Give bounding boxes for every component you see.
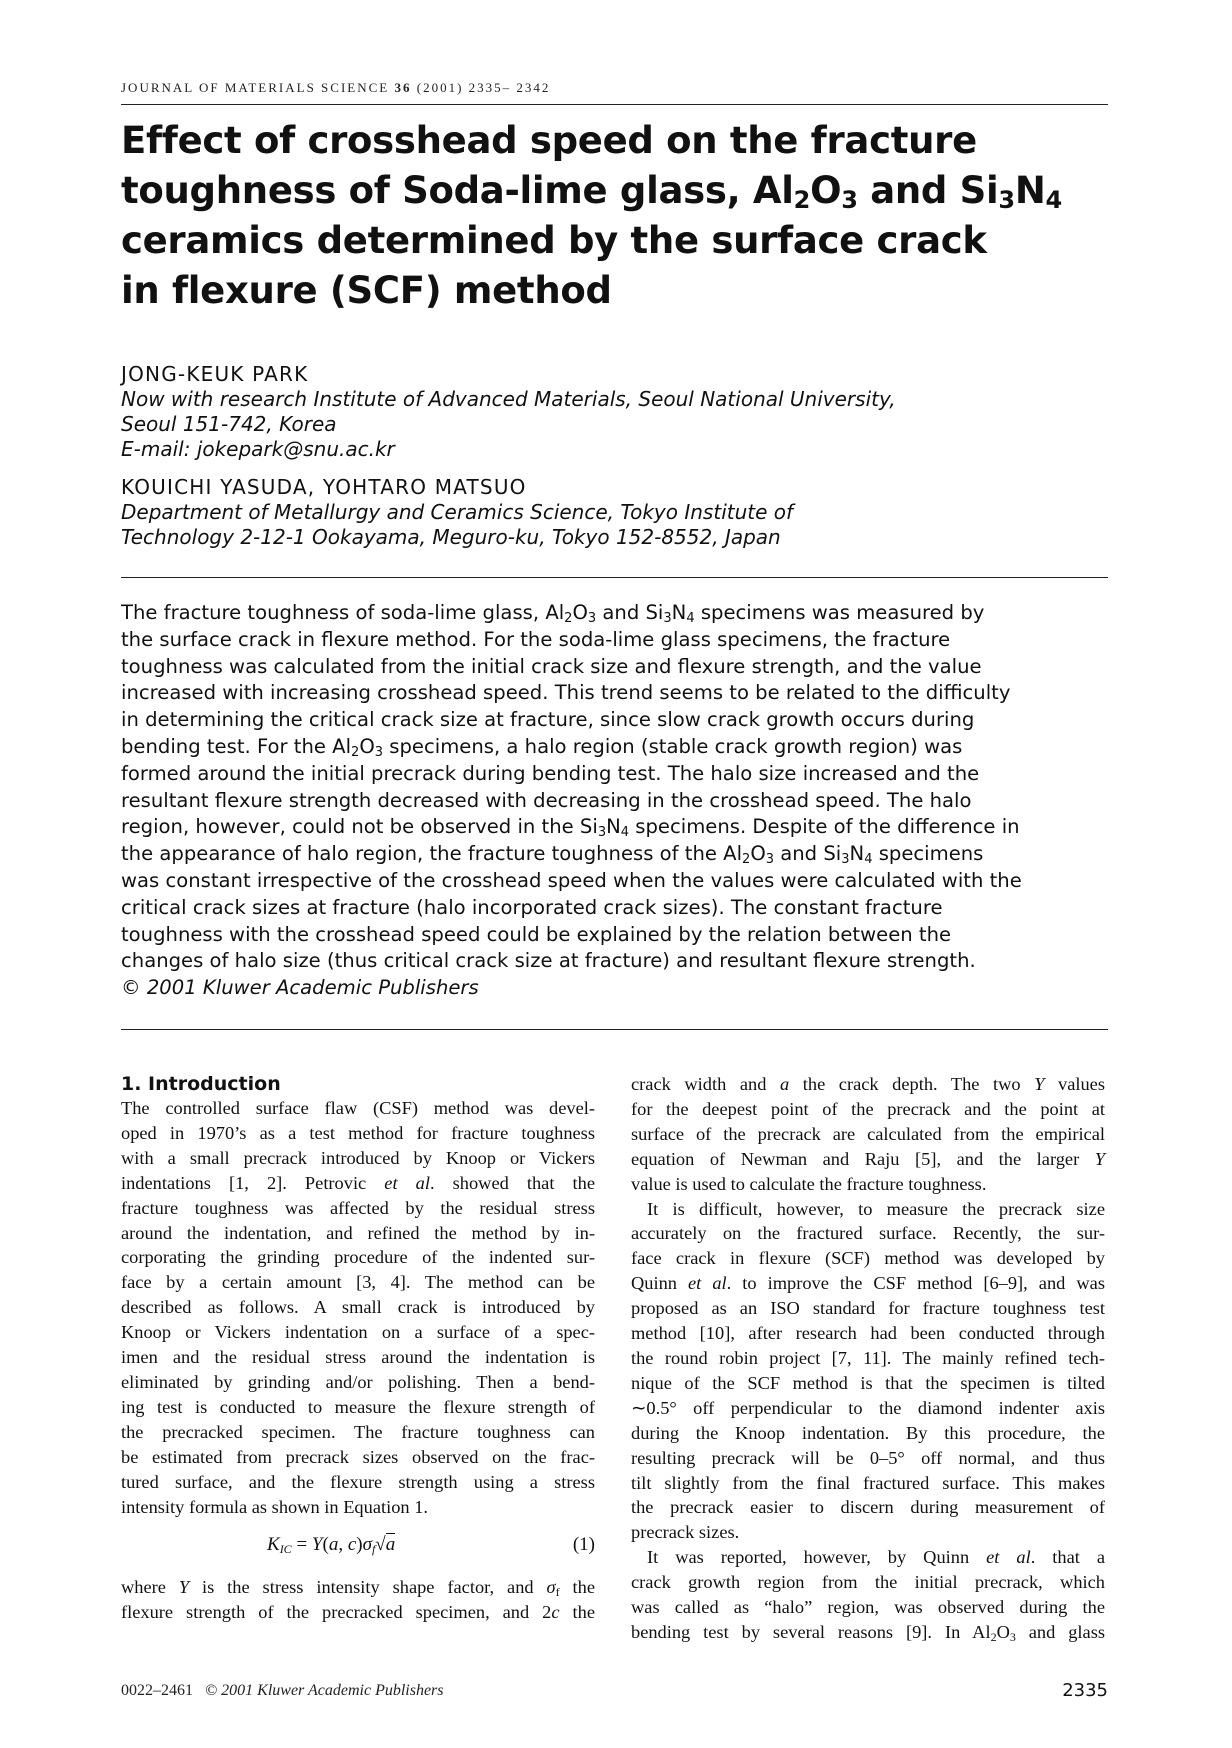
page-number: 2335 <box>1062 1680 1108 1701</box>
author-affiliation-line: Technology 2-12-1 Ookayama, Meguro-ku, Tokyo 152-8552, Japan <box>121 525 781 549</box>
body-text-line: crack growth region from the initial precrack, which <box>631 1572 1105 1593</box>
journal-header <box>121 80 550 96</box>
abstract-line: formed around the initial precrack during bending test. The halo size increased and the <box>121 761 980 785</box>
body-text-line: tilt slightly from the final fractured surface. This makes <box>631 1472 1105 1493</box>
body-text-line: resulting precrack will be 0–5° off normal, and thus <box>631 1447 1105 1468</box>
body-text-line: during the Knoop indentation. By this procedure, the <box>631 1422 1105 1443</box>
title-line: in flexure (SCF) method <box>121 269 612 312</box>
body-text-line: imen and the residual stress around the indentation is <box>121 1347 595 1368</box>
section-heading: 1. Introduction <box>121 1073 281 1095</box>
body-text-line: crack width and a the crack depth. The two Y values <box>631 1074 1105 1094</box>
body-text-line: for the deepest point of the precrack and the point at <box>631 1098 1105 1119</box>
journal-name: JOURNAL OF MATERIALS SCIENCE <box>121 80 395 95</box>
body-text-line: around the indentation, and refined the method by in- <box>121 1222 595 1243</box>
body-text-line: intensity formula as shown in Equation 1. <box>121 1496 428 1517</box>
body-text-line: value is used to calculate the fracture toughness. <box>631 1173 987 1194</box>
equation-number: (1) <box>572 1534 595 1556</box>
body-text-line: It is difficult, however, to measure the precrack size <box>647 1198 1105 1219</box>
body-text-line: surface of the precrack are calculated from the empirical <box>631 1123 1105 1144</box>
footer-copyright: © 2001 Kluwer Academic Publishers <box>205 1682 444 1699</box>
abstract-copyright: © 2001 Kluwer Academic Publishers <box>121 976 479 1000</box>
body-text-line: where Y is the stress intensity shape factor, and $\sigma_f$ the <box>121 1577 595 1600</box>
left-column <box>121 1072 595 1625</box>
paper-title <box>121 116 1111 316</box>
left-column-text-continued <box>121 1575 595 1625</box>
body-text-line: It was reported, however, by Quinn et al. that a <box>647 1547 1105 1568</box>
author-block-1 <box>121 361 896 462</box>
body-text-line: accurately on the fractured surface. Recently, the sur- <box>631 1223 1105 1244</box>
equation-1 <box>121 1525 595 1569</box>
abstract-top-rule <box>121 577 1108 578</box>
body-text-line: face by a certain amount [3, 4]. The method can be <box>121 1272 595 1293</box>
abstract-line: increased with increasing crosshead speed. This trend seems to be related to the difficulty <box>121 681 1011 705</box>
body-text-line: the round robin project [7, 11]. The mainly refined tech- <box>631 1347 1105 1368</box>
body-text-line: the precracked specimen. The fracture toughness can <box>121 1421 595 1442</box>
body-text-line: with a small precrack introduced by Knoop or Vickers <box>121 1147 595 1168</box>
body-text-line: oped in 1970’s as a test method for fracture toughness <box>121 1122 595 1143</box>
body-text-line: the precrack easier to discern during measurement of <box>631 1497 1105 1518</box>
abstract-line: toughness was calculated from the initial crack size and flexure strength, and the value <box>121 654 982 678</box>
body-text-line: indentations [1, 2]. Petrovic et al. showed that the <box>121 1172 595 1193</box>
right-column-text <box>631 1072 1105 1645</box>
right-column <box>631 1072 1105 1645</box>
author-affiliation-line: Now with research Institute of Advanced Materials, Seoul National University, <box>121 387 896 411</box>
abstract-line: critical crack sizes at fracture (halo incorporated crack sizes). The constant fracture <box>121 895 943 919</box>
body-text-line: Knoop or Vickers indentation on a surface of a spec- <box>121 1322 595 1343</box>
journal-issue-pages: (2001) 2335– 2342 <box>411 80 551 95</box>
author-name: KOUICHI YASUDA, YOHTARO MATSUO <box>121 475 527 499</box>
author-email: E-mail: jokepark@snu.ac.kr <box>121 437 395 461</box>
body-text-line: The controlled surface flaw (CSF) method was devel- <box>121 1098 595 1118</box>
title-line: Effect of crosshead speed on the fracture <box>121 119 977 162</box>
body-text-line: bending test by several reasons [9]. In $Al_2O_3$ and glass <box>631 1621 1106 1644</box>
body-text-line: method [10], after research had been conducted through <box>631 1323 1105 1344</box>
body-text-line: corporating the grinding procedure of the indented sur- <box>121 1247 595 1268</box>
title-line: ceramics determined by the surface crack <box>121 219 987 262</box>
footer-issn <box>121 1682 444 1700</box>
author-block-2 <box>121 474 793 550</box>
author-affiliation-line: Seoul 151-742, Korea <box>121 412 337 436</box>
abstract-line: changes of halo size (thus critical crack size at fracture) and resultant flexure strength. <box>121 949 976 973</box>
author-name: JONG-KEUK PARK <box>121 362 309 386</box>
equation-body: $K_{IC} = Y(a$, $c)\sigma_f√a$ <box>267 1534 396 1557</box>
abstract-line: bending test. For the $Al_2O_3$ specimens, a halo region (stable crack growth region) was <box>121 734 963 760</box>
abstract-line: region, however, could not be observed in the $Si_3N_4$ specimens. Despite of the difference in <box>121 815 1020 841</box>
abstract-bottom-rule <box>121 1029 1108 1030</box>
author-affiliation-line: Department of Metallurgy and Ceramics Science, Tokyo Institute of <box>121 500 794 524</box>
body-text-line: ∼0.5° off perpendicular to the diamond indenter axis <box>631 1397 1105 1418</box>
abstract-line: resultant flexure strength decreased with decreasing in the crosshead speed. The halo <box>121 788 972 812</box>
body-text-line: proposed as an ISO standard for fracture toughness test <box>631 1298 1105 1319</box>
body-text-line: eliminated by grinding and/or polishing. Then a bend- <box>121 1371 595 1392</box>
body-text-line: tured surface, and the flexure strength using a stress <box>121 1471 595 1492</box>
abstract-line: in determining the critical crack size at fracture, since slow crack growth occurs during <box>121 708 975 732</box>
title-line: toughness of Soda-lime glass, $Al_2O_3$ and $Si_3N_4$ <box>121 169 1062 214</box>
body-text-line: was called as “halo” region, was observed during the <box>631 1597 1105 1618</box>
body-text-line: face crack in flexure (SCF) method was developed by <box>631 1248 1105 1269</box>
abstract-line: the appearance of halo region, the fracture toughness of the $Al_2O_3$ and $Si_3N_4$ specimens <box>121 842 984 868</box>
body-text-line: equation of Newman and Raju [5], and the larger Y <box>631 1148 1105 1169</box>
header-rule <box>121 104 1108 105</box>
body-text-line: be estimated from precrack sizes observed on the frac- <box>121 1446 595 1467</box>
issn: 0022–2461 <box>121 1682 193 1699</box>
body-text-line: described as follows. A small crack is introduced by <box>121 1297 595 1318</box>
body-text-line: nique of the SCF method is that the specimen is tilted <box>631 1372 1105 1393</box>
abstract-line: toughness with the crosshead speed could be explained by the relation between the <box>121 922 952 946</box>
abstract-line: the surface crack in flexure method. For the soda-lime glass specimens, the fracture <box>121 627 951 651</box>
body-text-line: ing test is conducted to measure the flexure strength of <box>121 1396 595 1417</box>
abstract-line: The fracture toughness of soda-lime glass, $Al_2O_3$ and $Si_3N_4$ specimens was measured by <box>121 601 985 626</box>
body-text-line: fracture toughness was affected by the residual stress <box>121 1197 595 1218</box>
abstract-line: was constant irrespective of the crosshead speed when the values were calculated with the <box>121 868 1022 892</box>
abstract <box>121 600 1111 1002</box>
body-text-line: flexure strength of the precracked specimen, and 2c the <box>121 1602 595 1623</box>
abstract-text <box>121 600 1111 975</box>
journal-volume: 36 <box>394 80 412 95</box>
body-text-line: Quinn et al. to improve the CSF method [6–9], and was <box>631 1273 1105 1294</box>
left-column-text <box>121 1096 595 1519</box>
body-text-line: precrack sizes. <box>631 1522 740 1543</box>
